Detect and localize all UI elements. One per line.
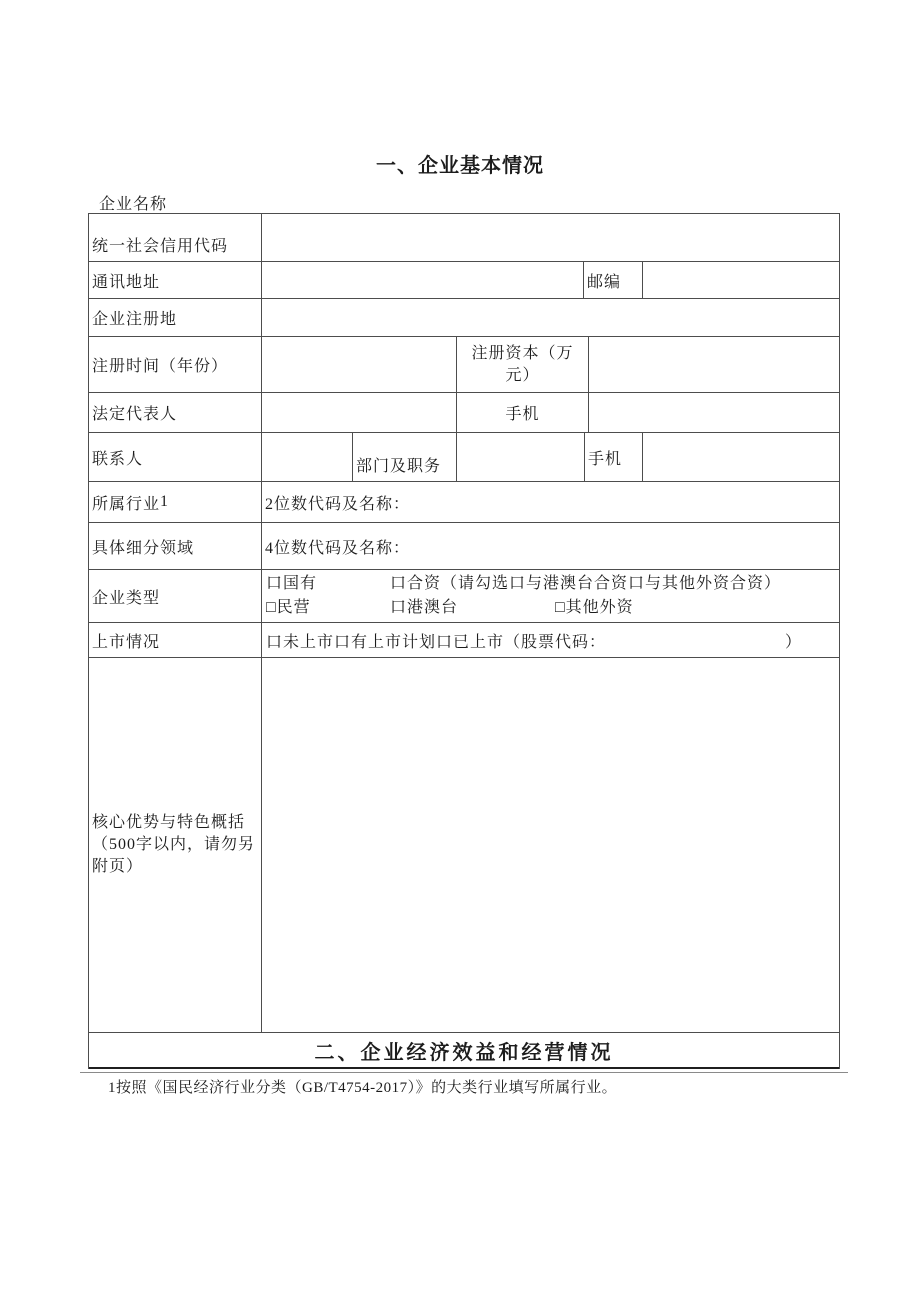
- row-segment: [89, 523, 839, 570]
- row-legal-rep: [89, 393, 839, 433]
- address-value[interactable]: [262, 262, 584, 298]
- row-core-advantage: [89, 658, 839, 1033]
- segment-label: 具体细分领域: [89, 523, 262, 569]
- contact-mobile-label: 手机: [585, 433, 643, 481]
- row-industry: [89, 482, 839, 523]
- checkbox-options-listing[interactable]: 口未上市口有上市计划口已上市（股票代码：: [266, 633, 607, 651]
- ent-type-line-1: [266, 572, 781, 596]
- reg-place-label: 企业注册地: [89, 299, 262, 336]
- listing-label: 上市情况: [89, 623, 262, 657]
- core-advantage-label: 核心优势与特色概括（500字以内，请勿另附页）: [89, 658, 262, 1032]
- segment-value[interactable]: 4位数代码及名称：: [265, 539, 411, 557]
- legal-rep-mobile-label: 手机: [457, 393, 589, 432]
- postal-code-value[interactable]: [643, 262, 841, 298]
- checkbox-option-joint-venture[interactable]: 口合资（请勾选口与港澳台合资口与其他外资合资）: [390, 575, 782, 592]
- contact-dept-value[interactable]: [457, 433, 585, 481]
- row-reg-place: [89, 299, 839, 337]
- section1-title: 一、企业基本情况: [376, 155, 544, 177]
- row-contact: [89, 433, 839, 482]
- row-section2-heading: [89, 1033, 839, 1069]
- reg-place-value[interactable]: [262, 299, 841, 336]
- credit-code-value[interactable]: [262, 214, 841, 261]
- reg-time-value[interactable]: [262, 337, 457, 392]
- address-label: 通讯地址: [89, 262, 262, 298]
- industry-value[interactable]: 2位数代码及名称：: [265, 495, 411, 513]
- row-ent-type: [89, 570, 839, 623]
- checkbox-option-state-owned[interactable]: 口国有: [266, 575, 318, 592]
- ent-type-label: 企业类型: [89, 570, 262, 622]
- contact-label: 联系人: [89, 433, 262, 481]
- checkbox-option-other-foreign[interactable]: □其他外资: [555, 599, 634, 616]
- contact-dept-label: 部门及职务: [353, 433, 457, 481]
- credit-code-label: 统一社会信用代码: [89, 214, 262, 261]
- postal-code-label: 邮编: [584, 262, 643, 298]
- legal-rep-value[interactable]: [262, 393, 457, 432]
- ent-type-line-2: [266, 596, 634, 620]
- listing-options: [262, 623, 841, 657]
- enterprise-name-label: 企业名称: [99, 196, 168, 213]
- stock-code-close-paren: ）: [784, 633, 802, 651]
- row-reg-time: [89, 337, 839, 393]
- footnote-text: 按照《国民经济行业分类（GB/T4754-2017）》的大类行业填写所属行业。: [116, 1080, 618, 1096]
- row-credit-code: [89, 214, 839, 262]
- footnote: [108, 1076, 617, 1097]
- basic-info-table: [88, 213, 840, 1069]
- industry-label: 所属行业 1: [89, 482, 262, 522]
- footnote-separator: [80, 1072, 848, 1073]
- footnote-marker: 1: [108, 1080, 116, 1096]
- footnote-ref-1: 1: [160, 493, 170, 510]
- contact-mobile-value[interactable]: [643, 433, 841, 481]
- checkbox-option-private[interactable]: □民营: [266, 599, 311, 616]
- legal-rep-label: 法定代表人: [89, 393, 262, 432]
- reg-time-label: 注册时间（年份）: [89, 337, 262, 392]
- legal-rep-mobile-value[interactable]: [589, 393, 841, 432]
- contact-value[interactable]: [262, 433, 353, 481]
- core-advantage-value[interactable]: [262, 658, 841, 1032]
- section2-title: 二、企业经济效益和经营情况: [314, 1041, 614, 1064]
- checkbox-option-hmt[interactable]: 口港澳台: [390, 599, 459, 616]
- reg-capital-value[interactable]: [589, 337, 841, 392]
- reg-capital-label: 注册资本（万元）: [457, 337, 589, 392]
- row-listing: [89, 623, 839, 658]
- row-address: [89, 262, 839, 299]
- ent-type-options: [262, 570, 841, 622]
